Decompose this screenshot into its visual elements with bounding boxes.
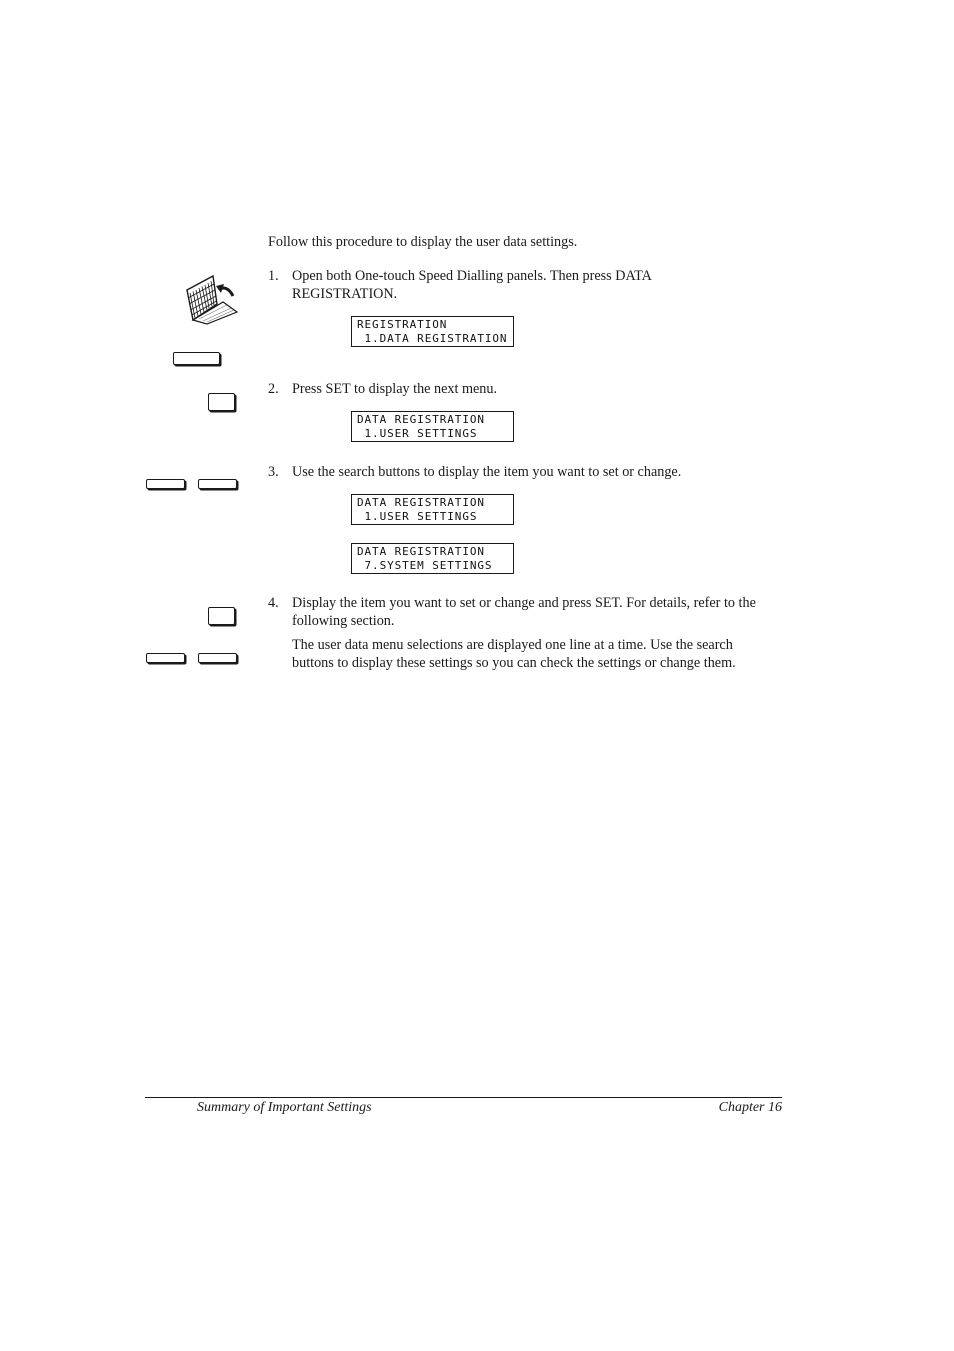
lcd-display (351, 494, 514, 525)
step-number: 3. (268, 464, 279, 480)
search-left-key (146, 653, 185, 663)
footer-rule (145, 1097, 782, 1098)
open-panel-icon (183, 272, 241, 326)
intro-text: Follow this procedure to display the user data settings. (268, 234, 578, 250)
footer-section-title: Summary of Important Settings (197, 1100, 372, 1115)
search-right-key (198, 479, 237, 489)
lcd-line-1: DATA REGISTRATION (357, 496, 485, 509)
lcd-line-1: REGISTRATION (357, 318, 448, 331)
search-right-key (198, 653, 237, 663)
step-number: 1. (268, 268, 279, 284)
lcd-line-2: 1.USER SETTINGS (357, 510, 478, 523)
lcd-display (351, 411, 514, 442)
set-key (208, 607, 235, 625)
footer-chapter: Chapter 16 (718, 1100, 782, 1115)
lcd-line-2: 7.SYSTEM SETTINGS (357, 559, 493, 572)
lcd-display (351, 543, 514, 574)
data-registration-key (173, 352, 220, 365)
lcd-line-2: 1.USER SETTINGS (357, 427, 478, 440)
lcd-line-1: DATA REGISTRATION (357, 545, 485, 558)
step-text: Display the item you want to set or change and press SET. For details, refer to the following section. (292, 595, 756, 629)
set-key (208, 393, 235, 411)
lcd-display (351, 316, 514, 347)
lcd-line-1: DATA REGISTRATION (357, 413, 485, 426)
lcd-line-2: 1.DATA REGISTRATION (357, 332, 508, 345)
step-number: 4. (268, 595, 279, 611)
step-text: Use the search buttons to display the item you want to set or change. (292, 464, 682, 480)
step-note: The user data menu selections are displayed one line at a time. Use the search buttons to display these settings so you can check the settings or change them. (292, 637, 736, 671)
step-text: Open both One-touch Speed Dialling panels. Then press DATA REGISTRATION. (292, 268, 652, 302)
search-left-key (146, 479, 185, 489)
step-text: Press SET to display the next menu. (292, 381, 498, 397)
step-number: 2. (268, 381, 279, 397)
